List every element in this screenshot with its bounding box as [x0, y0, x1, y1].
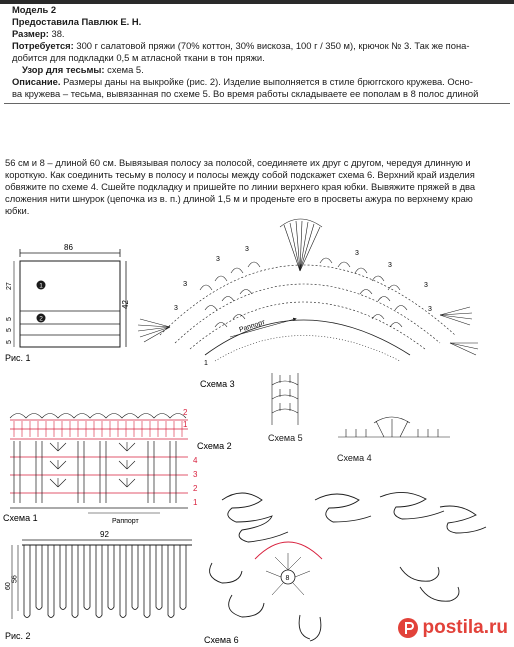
scheme5-figure — [268, 373, 303, 443]
ribbon-line — [22, 64, 144, 76]
scheme1-caption: Схема 1 — [3, 513, 38, 523]
scheme6-caption: Схема 6 — [204, 635, 239, 645]
scheme5-caption: Схема 5 — [268, 433, 303, 443]
ris2-strips — [24, 545, 186, 618]
scheme3-left-fan — [138, 319, 170, 342]
model-title: Модель 2 — [12, 4, 57, 15]
scheme1-repeat-label: Раппорт — [112, 518, 139, 525]
needs-label: Потребуется: — [12, 40, 74, 51]
ris1-side-5b: 5 — [6, 328, 13, 332]
ris1-figure — [5, 243, 130, 363]
scheme3-num-a: 3 — [183, 279, 188, 288]
needs-text-2: добится для подкладки 0,5 м атласной ткани в тон пряжи. — [12, 52, 265, 63]
ris1-side-5a: 5 — [6, 317, 13, 321]
scheme2-caption: Схема 2 — [197, 441, 232, 451]
ris1-side-5c: 5 — [6, 340, 13, 344]
scheme3-right-fan — [440, 307, 478, 355]
needs-text-1: 300 г салатовой пряжи (70% коттон, 30% вискоза, 100 г / 350 м), крючок № 3. Так же пона- — [76, 40, 470, 51]
scheme3-loops — [200, 258, 407, 327]
postila-watermark — [397, 617, 508, 639]
scheme2-row-4: 4 — [193, 456, 198, 465]
scheme3-repeat-label: Раппорт — [238, 318, 267, 334]
size-value: 38. — [51, 28, 65, 39]
scheme3-num-h: 3 — [174, 305, 178, 312]
scheme6-red-arc — [255, 542, 322, 559]
scheme3-num-i: 1 — [204, 360, 208, 367]
scheme2-row-3: 3 — [193, 470, 198, 479]
body-line-1: 56 см и 8 – длиной 60 см. Вывязывая полосу за полосой, соединяете их друг с другом, чередуя длинную и — [5, 157, 471, 168]
ribbon-value: схема 5. — [107, 64, 144, 75]
scheme2-row-1b: 1 — [193, 498, 198, 507]
scheme3-num-d: 3 — [355, 250, 359, 257]
scheme2-row-2b: 2 — [193, 484, 198, 493]
desc-text-2: ва кружева – тесьма, вывязанная по схеме 5. Во время работы складываете ее пополам в 8 полос длиной — [12, 88, 479, 99]
top-rule — [0, 0, 514, 4]
postila-brand-text: postila.ru — [422, 617, 508, 638]
scheme6-center-label: 8 — [285, 575, 290, 582]
scheme2-red-rows — [10, 420, 188, 493]
desc-line — [12, 76, 473, 88]
body-line-3: обвяжите по схеме 4. Сшейте подкладку и пришейте по линии верхнего края юбки. Вывяжите пряжей в два — [5, 181, 476, 192]
ris2-height-outer: 60 — [5, 582, 12, 590]
scheme3-num-b: 3 — [245, 246, 249, 253]
ris1-height-label: 42 — [121, 300, 130, 309]
ris1-width-label: 86 — [64, 243, 73, 252]
scheme3-num-f: 3 — [424, 282, 428, 289]
ris1-caption: Рис. 1 — [5, 353, 31, 363]
scheme2-row-1: 1 — [183, 420, 188, 429]
figures-canvas — [0, 215, 514, 647]
author-line: Предоставила Павлюк Е. Н. — [12, 16, 142, 27]
header-separator — [4, 103, 510, 104]
desc-label: Описание. — [12, 76, 61, 87]
scheme4-caption: Схема 4 — [337, 453, 372, 463]
scheme4-figure — [337, 417, 450, 463]
ris1-marker-2-text: 2 — [39, 315, 43, 323]
scheme3-inner-arc — [205, 320, 410, 355]
body-line-2: короткую. Как соединить тесьму в полосу и полосы между собой подскажет схема 6. Верхний край изделия — [5, 169, 475, 180]
needs-line — [12, 40, 469, 52]
scheme2-top-scallops — [10, 414, 186, 419]
scheme3-num-e: 3 — [388, 262, 392, 269]
body-line-5: юбки. — [5, 205, 30, 216]
scheme3-num-c: 3 — [216, 256, 220, 263]
ris2-width-label: 92 — [100, 530, 109, 539]
ris2-figure — [5, 530, 192, 641]
postila-logo-icon — [397, 617, 419, 639]
scheme2-row-2: 2 — [183, 408, 188, 417]
body-line-4: сложения нити шнурок (цепочка из в. п.) длиной 1,5 м и проденьте его в просветы ажура по верхнему краю — [5, 193, 473, 204]
scheme3-figure — [138, 219, 478, 389]
ris1-side-27: 27 — [6, 282, 13, 290]
scheme1-columns — [14, 441, 176, 503]
ris1-rectangle — [20, 261, 120, 347]
scheme3-top-fan — [280, 219, 322, 271]
ris1-marker-1-text: 1 — [39, 282, 43, 290]
size-label: Размер: — [12, 28, 49, 39]
ribbon-label: Узор для тесьмы: — [22, 64, 105, 75]
scheme3-caption: Схема 3 — [200, 379, 235, 389]
scheme3-num-g: 3 — [428, 306, 432, 313]
scheme3-outer-arc — [160, 265, 455, 335]
size-line — [12, 28, 65, 40]
ris2-caption: Рис. 2 — [5, 631, 31, 641]
scheme1-fans — [50, 442, 135, 487]
ris2-height-inner: 56 — [11, 575, 19, 583]
desc-text-1: Размеры даны на выкройке (рис. 2). Изделие выполняется в стиле брюггского кружева. Осно- — [63, 76, 473, 87]
scheme1-2-figure — [3, 408, 232, 525]
